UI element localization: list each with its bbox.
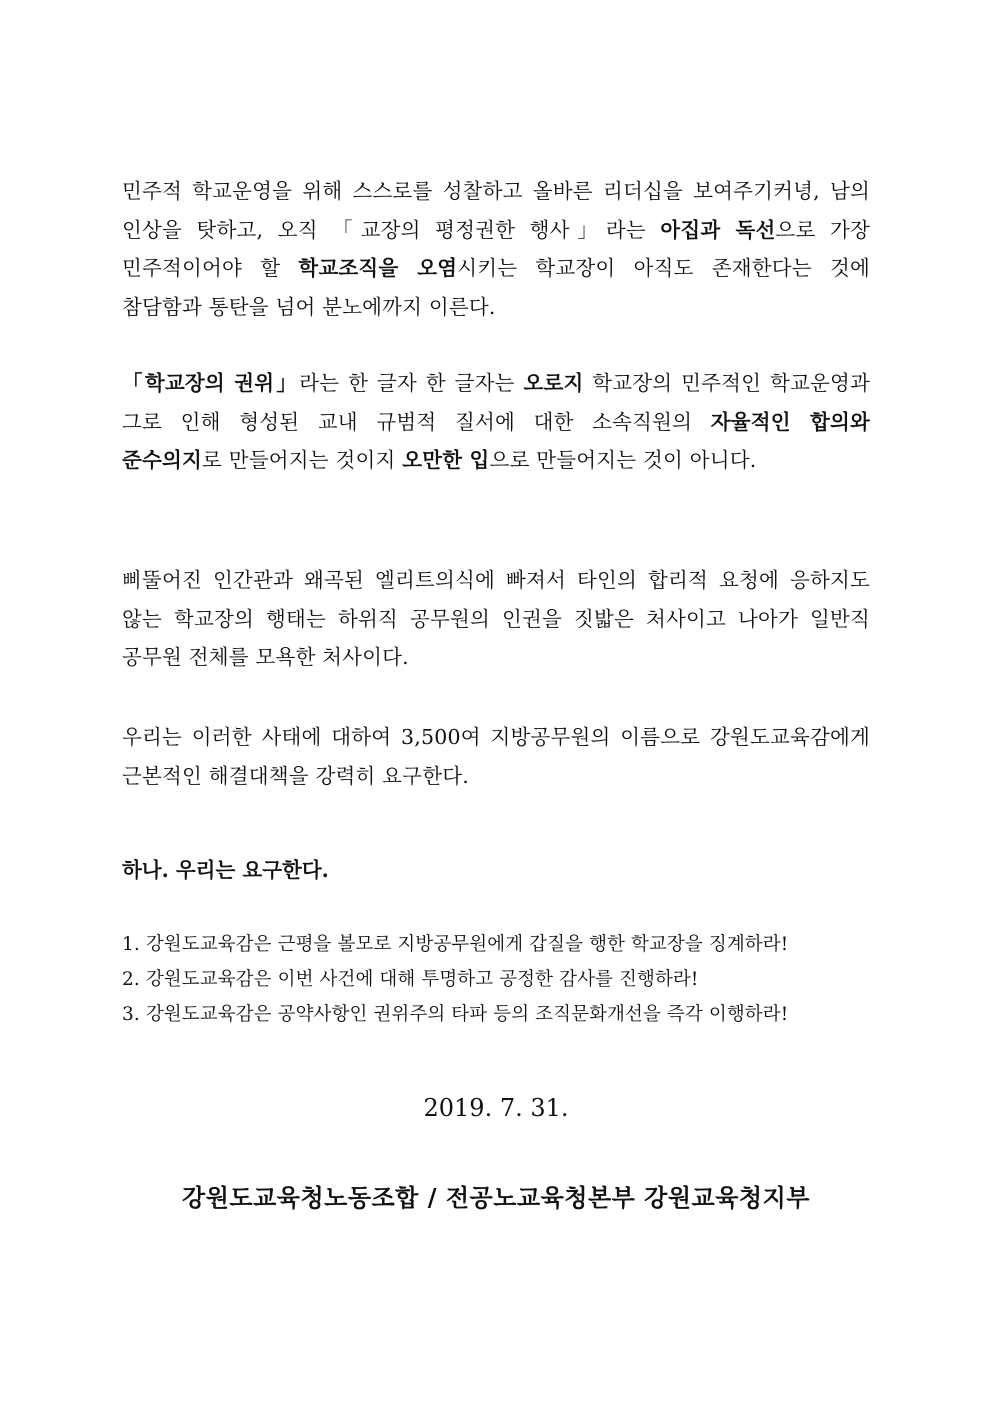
paragraph-authority: [122, 364, 870, 480]
issuer-signature: 강원도교육청노동조합 / 전공노교육청본부 강원교육청지부: [182, 1183, 810, 1212]
bold-text-segment: 오만한 입: [402, 448, 490, 472]
text-segment: 학교장의 민주적인 학교운영과 그로 인해 형성된 교내 규범적 질서에 대한 소속직원의: [122, 371, 870, 434]
demand-list: [122, 927, 882, 1032]
text-segment: 라는 한 글자 한 글자는: [299, 371, 524, 395]
text-segment: 삐뚤어진 인간관과 왜곡된 엘리트의식에 빠져서 타인의 합리적 요청에 응하지도 않는 학교장의 행태는 하위직 공무원의 인권을 짓밟은 처사이고 나아가 일반직 공무원 전체를 모욕한 처사이다.: [122, 568, 870, 669]
bold-text-segment: 학교조직을 오염: [298, 256, 458, 280]
demand-item: 3. 강원도교육감은 공약사항인 권위주의 타파 등의 조직문화개선을 즉각 이행하라!: [122, 1004, 789, 1025]
demand-heading: 하나. 우리는 요구한다.: [122, 858, 329, 882]
text-segment: 시키는 학교장이 아직도 존재한다는 것에 참담함과 통탄을 넘어 분노에까지 이른다.: [122, 256, 870, 319]
text-segment: 민주적 학교운영을 위해 스스로를 성찰하고 올바른 리더십을 보여주기커녕, 남의 인상을 탓하고, 오직 「교장의 평정권한 행사」라는: [122, 179, 870, 242]
text-segment: 로 만들어지는 것이지: [202, 448, 403, 472]
bold-text-segment: 「학교장의 권위」: [122, 371, 300, 395]
text-segment: 으로 가장 민주적이어야 할: [122, 217, 870, 280]
demand-item: 2. 강원도교육감은 이번 사건에 대해 투명하고 공정한 감사를 진행하라!: [122, 969, 699, 990]
bold-text-segment: 오로지: [523, 371, 584, 395]
text-segment: 우리는 이러한 사태에 대하여 3,500여 지방공무원의 이름으로 강원도교육감에게 근본적인 해결대책을 강력히 요구한다.: [122, 725, 870, 788]
paragraph-behavior: [122, 561, 870, 677]
paragraph-condemnation: [122, 172, 870, 326]
bold-text-segment: 아집과 독선: [660, 217, 776, 242]
text-segment: 으로 만들어지는 것이 아니다.: [489, 448, 757, 472]
paragraph-demand-intro: [122, 718, 870, 795]
demand-item: 1. 강원도교육감은 근평을 볼모로 지방공무원에게 갑질을 행한 학교장을 징계하라!: [122, 934, 789, 955]
statement-date: 2019. 7. 31.: [423, 1094, 569, 1122]
bold-text-segment: 자율적인 합의와 준수의지: [122, 409, 871, 472]
